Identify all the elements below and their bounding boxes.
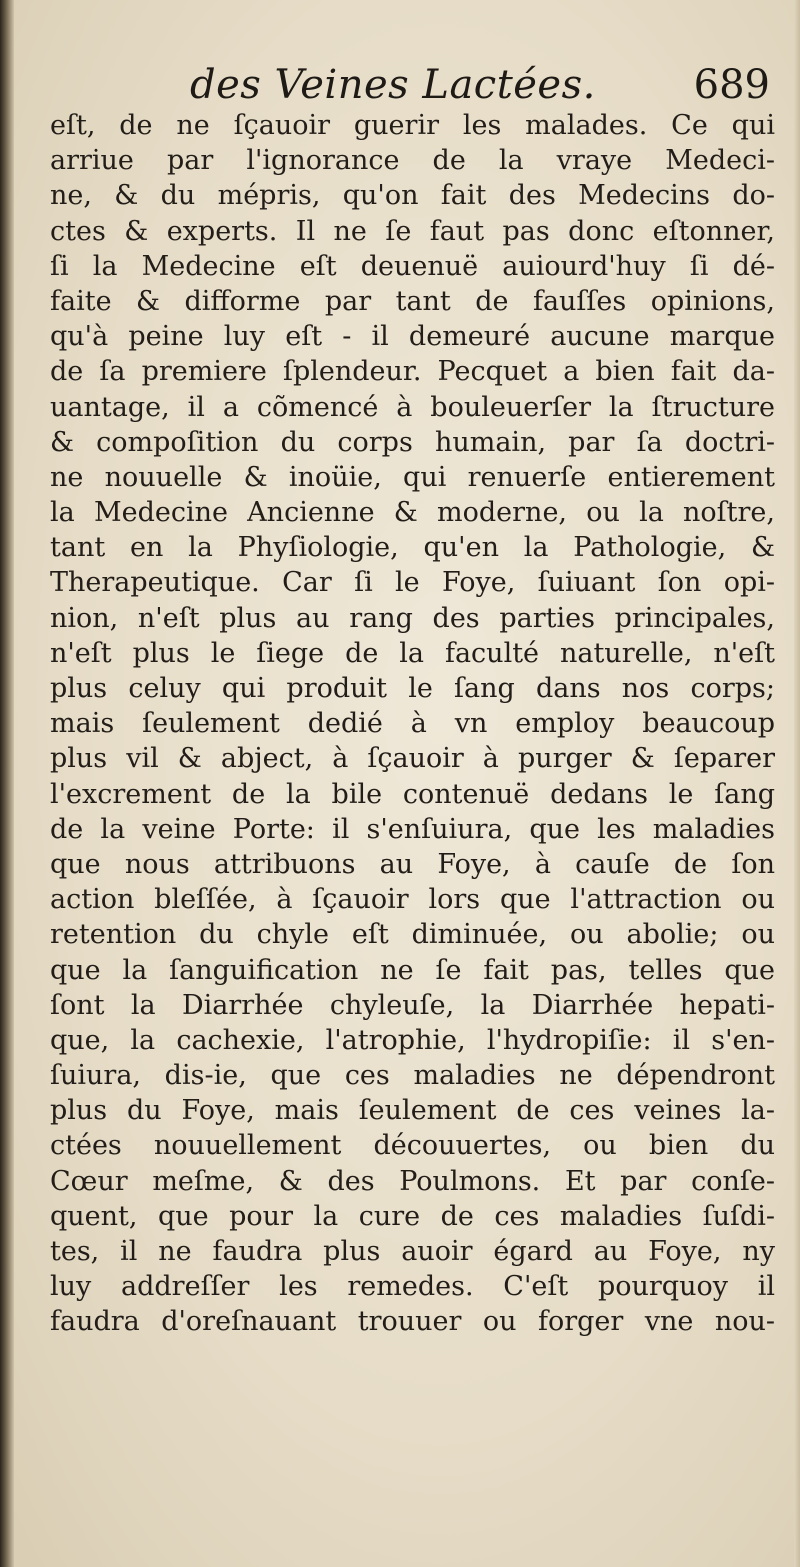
text-line: que, la cachexie, l'atrophie, l'hydropiſie: il s'en-: [50, 1024, 775, 1056]
text-line: ſi la Medecine eſt deuenuë auiourd'huy ſi dé-: [50, 250, 775, 282]
text-line: ſont la Diarrhée chyleuſe, la Diarrhée hepati-: [50, 989, 775, 1021]
text-line: que nous attribuons au Foye, à cauſe de ſon: [50, 848, 775, 880]
text-line: faudra d'oreſnauant trouuer ou forger vne nou-: [50, 1306, 775, 1338]
text-line: tes, il ne faudra plus auoir égard au Foye, ny: [50, 1236, 775, 1267]
text-line: ne, & du mépris, qu'on fait des Medecins do-: [50, 180, 775, 212]
text-line: de la veine Porte: il s'enſuiura, que les maladies: [50, 813, 775, 845]
text-line: mais ſeulement dedié à vn employ beaucoup: [50, 708, 775, 740]
text-line: arriue par l'ignorance de la vraye Medeci-: [50, 145, 775, 177]
text-line: Cœur meſme, & des Poulmons. Et par conſe-: [50, 1165, 775, 1197]
binding-edge: [0, 0, 14, 1567]
body-text: [50, 108, 775, 1340]
text-line: Therapeutique. Car ſi le Foye, ſuiuant ſon opi-: [50, 567, 775, 599]
page-number: 689: [693, 62, 770, 108]
text-line: de ſa premiere ſplendeur. Pecquet a bien fait da-: [50, 356, 775, 388]
text-line: plus vil & abject, à ſçauoir à purger & ſeparer: [50, 743, 775, 775]
text-line: nion, n'eſt plus au rang des parties principales,: [50, 602, 775, 634]
text-line: tant en la Phyſiologie, qu'en la Pathologie, &: [50, 532, 775, 564]
text-line: plus celuy qui produit le ſang dans nos corps;: [50, 673, 775, 704]
text-line: retention du chyle eſt diminuée, ou abolie; ou: [50, 919, 775, 951]
text-line: plus du Foye, mais ſeulement de ces veines la-: [50, 1095, 775, 1127]
text-line: qu'à peine luy eſt - il demeuré aucune marque: [50, 321, 775, 353]
text-line: action bleſſée, à ſçauoir lors que l'attraction ou: [50, 884, 775, 916]
text-line: que la ſanguification ne ſe fait pas, telles que: [50, 954, 775, 986]
text-line: ctées nouuellement découuertes, ou bien du: [50, 1130, 775, 1162]
text-line: faite & difforme par tant de fauſſes opinions,: [50, 285, 775, 317]
text-line: la Medecine Ancienne & moderne, ou la noſtre,: [50, 497, 775, 529]
text-line: luy addreſſer les remedes. C'eſt pourquoy il: [50, 1271, 775, 1303]
text-line: l'excrement de la bile contenuë dedans le ſang: [50, 778, 775, 810]
text-line: ne nouuelle & inoüie, qui renuerſe entierement: [50, 461, 775, 493]
page-edge: [794, 0, 800, 1567]
text-line: n'eſt plus le ſiege de la faculté naturelle, n'eſt: [50, 637, 775, 669]
text-line: quent, que pour la cure de ces maladies ſuſdi-: [50, 1200, 775, 1232]
text-line: eſt, de ne ſçauoir guerir les malades. Ce qui: [50, 110, 775, 141]
text-line: ſuiura, dis-ie, que ces maladies ne dépendront: [50, 1060, 775, 1092]
text-line: ctes & experts. Il ne ſe faut pas donc eſtonner,: [50, 215, 775, 247]
text-line: & compoſition du corps humain, par ſa doctri-: [50, 426, 775, 458]
running-title: des Veines Lactées.: [190, 62, 596, 108]
text-line: uantage, il a cõmencé à bouleuerſer la ſtructure: [50, 391, 775, 423]
